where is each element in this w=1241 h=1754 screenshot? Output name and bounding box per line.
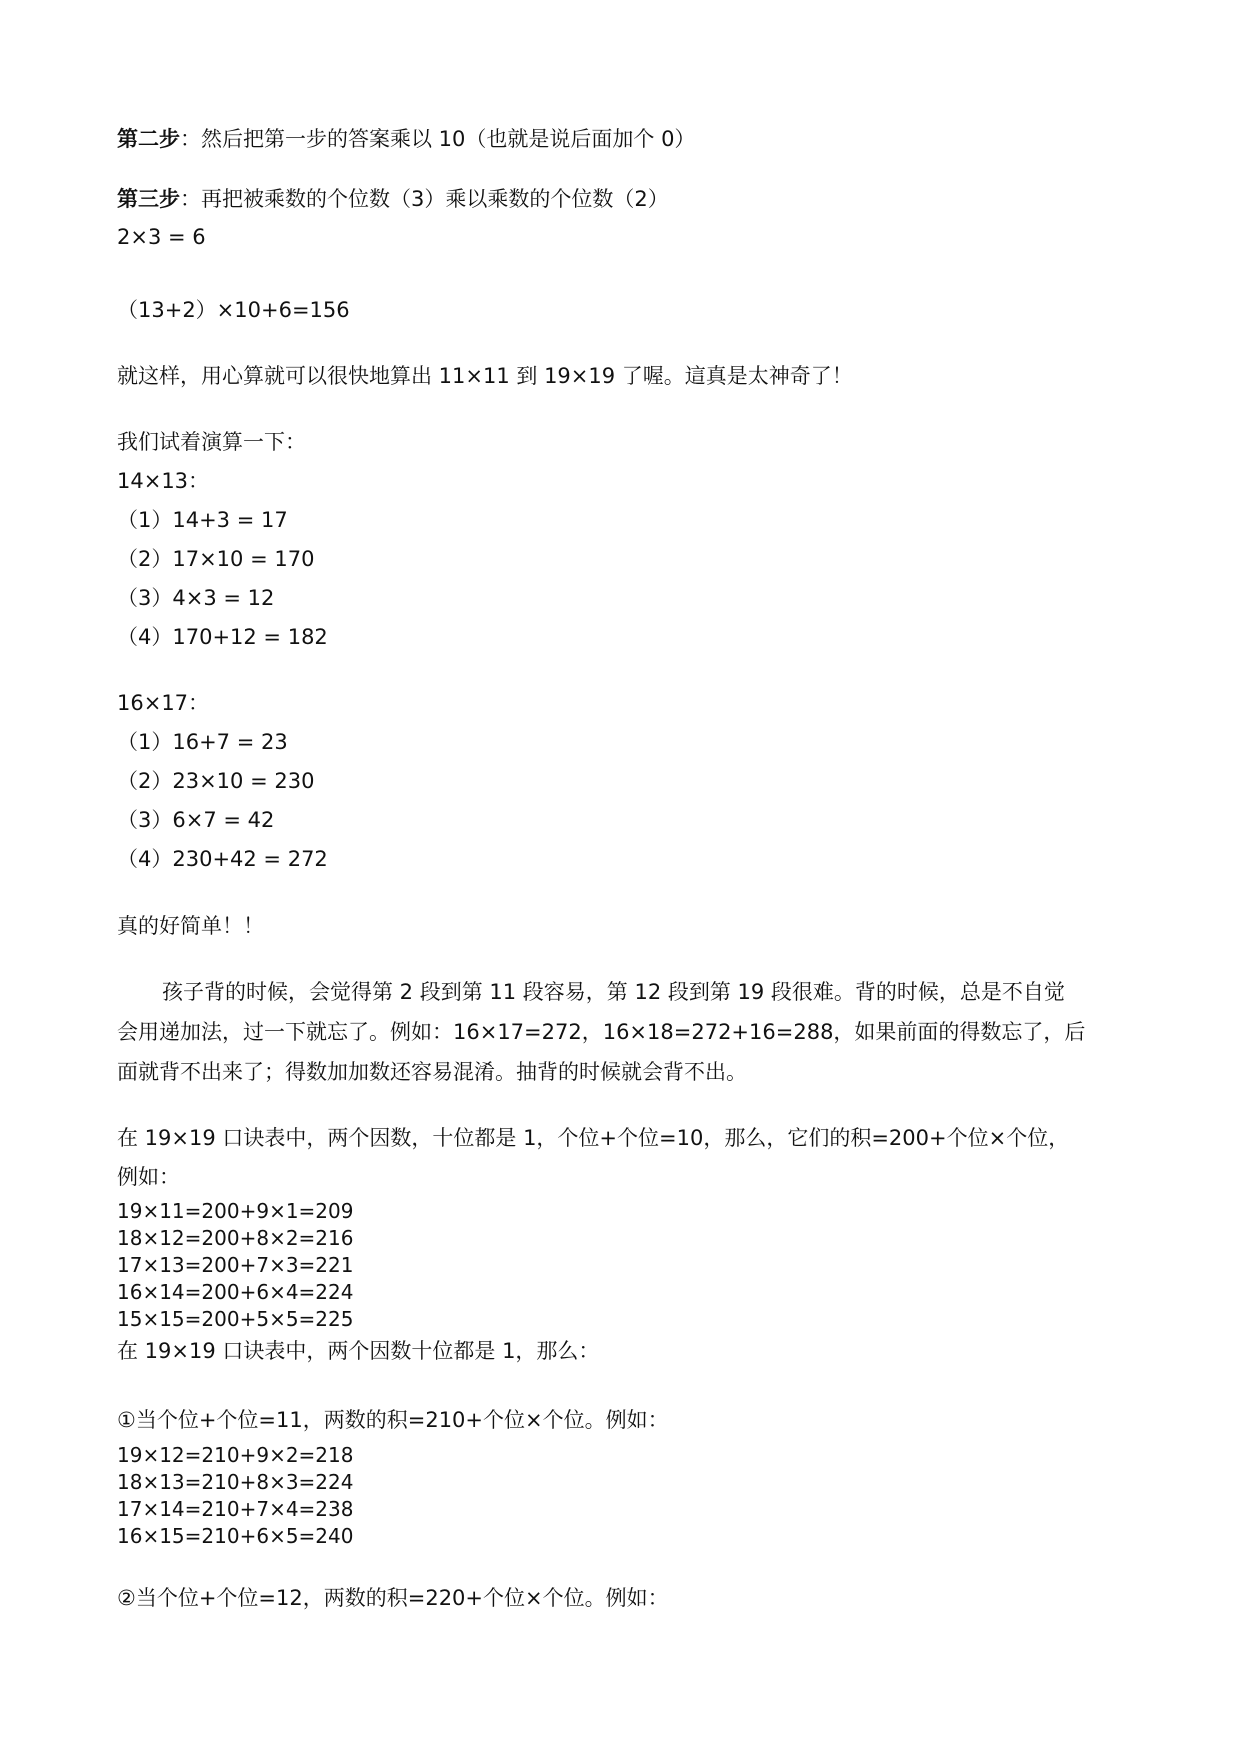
case1-example: 19×12=210+9×2=218 — [117, 1443, 354, 1467]
step3-label: 第三步 — [117, 187, 180, 211]
exclaim-line: 真的好简单！！ — [117, 914, 264, 938]
example2-step: （4）230+42 = 272 — [117, 847, 328, 871]
case1-heading: ①当个位+个位=11，两数的积=210+个位×个位。例如： — [117, 1408, 669, 1432]
example1-title: 14×13： — [117, 469, 210, 493]
example1-step: （1）14+3 = 17 — [117, 508, 288, 532]
rule1-example: 18×12=200+8×2=216 — [117, 1226, 354, 1250]
example2-step: （2）23×10 = 230 — [117, 769, 315, 793]
example1-step: （2）17×10 = 170 — [117, 547, 315, 571]
rule2-intro: 在 19×19 口诀表中，两个因数十位都是 1，那么： — [117, 1339, 600, 1363]
summary-line: 就这样，用心算就可以很快地算出 11×11 到 19×19 了喔。這真是太神奇了！ — [117, 364, 853, 388]
example2-title: 16×17： — [117, 691, 210, 715]
step3-calc: 2×3 = 6 — [117, 225, 206, 249]
step2-text: ：然后把第一步的答案乘以 10（也就是说后面加个 0） — [180, 127, 696, 151]
case1-example: 16×15=210+6×5=240 — [117, 1524, 354, 1548]
combined-formula: （13+2）×10+6=156 — [117, 298, 350, 322]
example2-step: （1）16+7 = 23 — [117, 730, 288, 754]
step2-line — [117, 125, 695, 153]
rule1-line2: 例如： — [117, 1165, 180, 1189]
step2-label: 第二步 — [117, 127, 180, 151]
step3-text: ：再把被乘数的个位数（3）乘以乘数的个位数（2） — [180, 187, 669, 211]
paragraph-line: 会用递加法，过一下就忘了。例如：16×17=272，16×18=272+16=288，如果前面的得数忘了，后 — [117, 1020, 1086, 1044]
rule1-line1: 在 19×19 口诀表中，两个因数，十位都是 1，个位+个位=10，那么，它们的积=200+个位×个位， — [117, 1126, 1070, 1150]
example1-step: （3）4×3 = 12 — [117, 586, 275, 610]
rule1-example: 16×14=200+6×4=224 — [117, 1280, 354, 1304]
case1-example: 18×13=210+8×3=224 — [117, 1470, 354, 1494]
rule1-example: 19×11=200+9×1=209 — [117, 1199, 354, 1223]
paragraph-line: 孩子背的时候，会觉得第 2 段到第 11 段容易，第 12 段到第 19 段很难。背的时候，总是不自觉 — [162, 980, 1065, 1004]
rule1-example: 15×15=200+5×5=225 — [117, 1307, 354, 1331]
case2-heading: ②当个位+个位=12，两数的积=220+个位×个位。例如： — [117, 1586, 669, 1610]
try-intro: 我们试着演算一下： — [117, 430, 306, 454]
case1-example: 17×14=210+7×4=238 — [117, 1497, 354, 1521]
paragraph-line: 面就背不出来了；得数加加数还容易混淆。抽背的时候就会背不出。 — [117, 1060, 747, 1084]
example2-step: （3）6×7 = 42 — [117, 808, 275, 832]
example1-step: （4）170+12 = 182 — [117, 625, 328, 649]
rule1-example: 17×13=200+7×3=221 — [117, 1253, 354, 1277]
step3-line — [117, 185, 669, 213]
